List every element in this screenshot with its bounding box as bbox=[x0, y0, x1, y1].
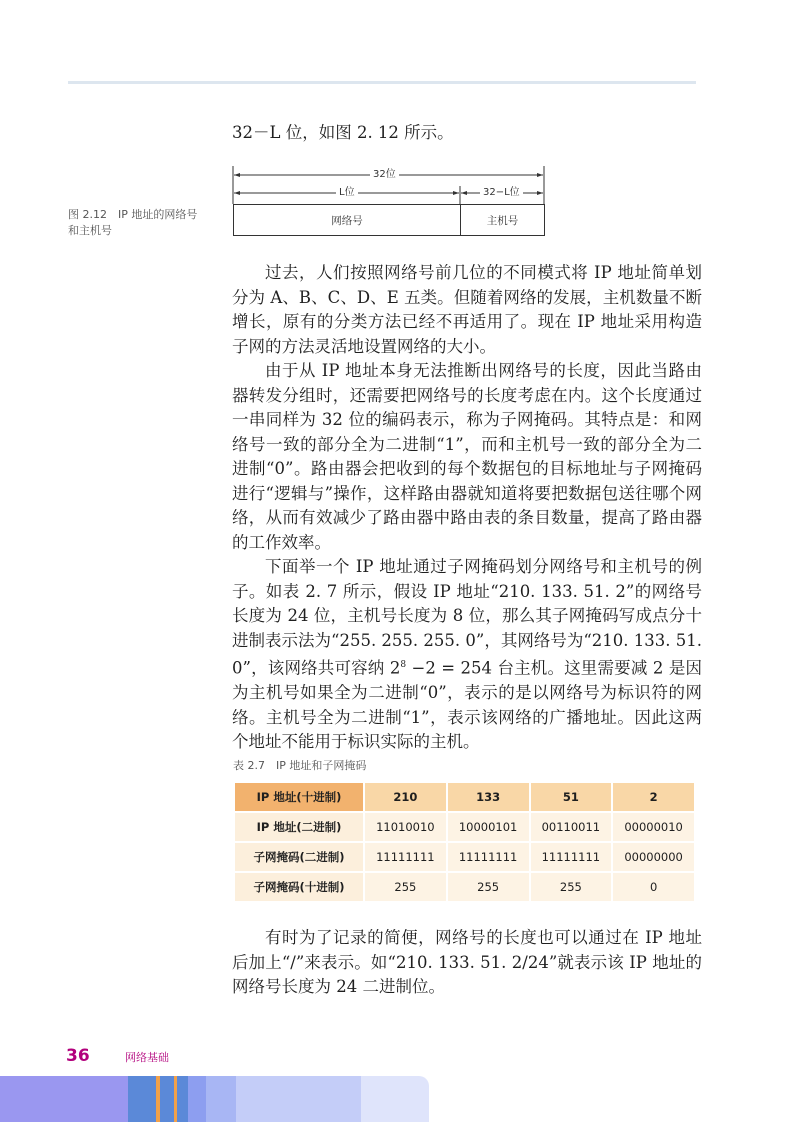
band-segment bbox=[236, 1076, 361, 1122]
paragraph-3-part-a: 下面举一个 IP 地址通过子网掩码划分网络号和主机号的例子。如表 2. 7 所示，假设 IP 地址“210. 133. 51. 2”的网络号长度为 24 位，主机号长度为 8 位，那么其子网掩码写成点分十进制表示法为“255. 255. 255. 0”，其网络号为“210. 133. 51. 0”，该网络共可容纳 2 bbox=[232, 557, 702, 678]
table-cell: 255 bbox=[448, 873, 529, 901]
book-title: 网络基础 bbox=[125, 1051, 169, 1064]
table-cell: 255 bbox=[365, 873, 446, 901]
ip-subnet-table bbox=[233, 781, 696, 903]
row-header: 子网掩码(二进制) bbox=[235, 843, 363, 871]
table-cell: 00000000 bbox=[613, 843, 694, 871]
network-bits-label: L位 bbox=[336, 187, 358, 199]
row-header: IP 地址(十进制) bbox=[235, 783, 363, 811]
band-segment bbox=[177, 1076, 188, 1122]
table-caption: 表 2.7 IP 地址和子网掩码 bbox=[233, 759, 367, 772]
row-header: IP 地址(二进制) bbox=[235, 813, 363, 841]
table-cell: 00000010 bbox=[613, 813, 694, 841]
total-bits-label: 32位 bbox=[370, 169, 399, 181]
band-segment bbox=[361, 1076, 429, 1122]
paragraph-3-part-b: −2 = 254 台主机。这里需要减 2 是因为主机号如果全为二进制“0”，表示的是以网络号为标识符的网络。主机号全为二进制“1”，表示该网络的广播地址。因此这两个地址不能用于标识实际的主机。 bbox=[232, 658, 702, 751]
band-segment bbox=[128, 1076, 156, 1122]
table-row bbox=[235, 873, 694, 901]
table-row bbox=[235, 843, 694, 871]
row-header: 子网掩码(十进制) bbox=[235, 873, 363, 901]
table-cell: 11111111 bbox=[365, 843, 446, 871]
table-cell: 133 bbox=[448, 783, 529, 811]
table-cell: 00110011 bbox=[531, 813, 612, 841]
table-cell: 11111111 bbox=[531, 843, 612, 871]
table-cell: 11010010 bbox=[365, 813, 446, 841]
table-row bbox=[235, 783, 694, 811]
table-cell: 2 bbox=[613, 783, 694, 811]
band-segment bbox=[160, 1076, 174, 1122]
intro-line bbox=[232, 121, 702, 146]
host-bits-label: 32−L位 bbox=[480, 187, 523, 199]
table-cell: 10000101 bbox=[448, 813, 529, 841]
table-cell: 51 bbox=[531, 783, 612, 811]
exponent: 8 bbox=[400, 660, 407, 670]
intro-text: 32－L 位，如图 2. 12 所示。 bbox=[232, 123, 454, 142]
table-cell: 210 bbox=[365, 783, 446, 811]
table-cell: 255 bbox=[531, 873, 612, 901]
paragraph-2: 由于从 IP 地址本身无法推断出网络号的长度，因此当路由器转发分组时，还需要把网络号的长度考虑在内。这个长度通过一串同样为 32 位的编码表示，称为子网掩码。其特点是：和网络号一致的部分全为二进制“1”，而和主机号一致的部分全为二进制“0”。路由器会把收到的每个数据包的目标地址与子网掩码进行“逻辑与”操作，这样路由器就知道将要把数据包送往哪个网络，从而有效减少了路由器中路由表的条目数量，提高了路由器的工作效率。 bbox=[232, 361, 702, 552]
band-segment bbox=[206, 1076, 236, 1122]
paragraph-3 bbox=[232, 555, 702, 755]
host-number-box: 主机号 bbox=[460, 204, 545, 236]
final-paragraph-block bbox=[232, 926, 702, 1000]
paragraph-4: 有时为了记录的简便，网络号的长度也可以通过在 IP 地址后加上“/”来表示。如“210. 133. 51. 2/24”就表示该 IP 地址的网络号长度为 24 二进制位。 bbox=[232, 928, 702, 996]
table-row bbox=[235, 813, 694, 841]
paragraph-1: 过去，人们按照网络号前几位的不同模式将 IP 地址简单划分为 A、B、C、D、E 五类。但随着网络的发展，主机数量不断增长，原有的分类方法已经不再适用了。现在 IP 地址采用构造子网的方法灵活地设置网络的大小。 bbox=[232, 263, 702, 356]
ip-address-diagram bbox=[232, 166, 546, 236]
figure-caption-line2: 和主机号 bbox=[68, 224, 112, 237]
figure-caption bbox=[68, 207, 218, 239]
header-rule bbox=[68, 81, 696, 84]
band-segment bbox=[0, 1076, 128, 1122]
page-number: 36 bbox=[66, 1046, 90, 1066]
network-number-box: 网络号 bbox=[233, 204, 461, 236]
table-cell: 11111111 bbox=[448, 843, 529, 871]
band-segment bbox=[188, 1076, 206, 1122]
table-cell: 0 bbox=[613, 873, 694, 901]
figure-caption-line1: 图 2.12 IP 地址的网络号 bbox=[68, 208, 198, 221]
body-paragraphs bbox=[232, 261, 702, 755]
